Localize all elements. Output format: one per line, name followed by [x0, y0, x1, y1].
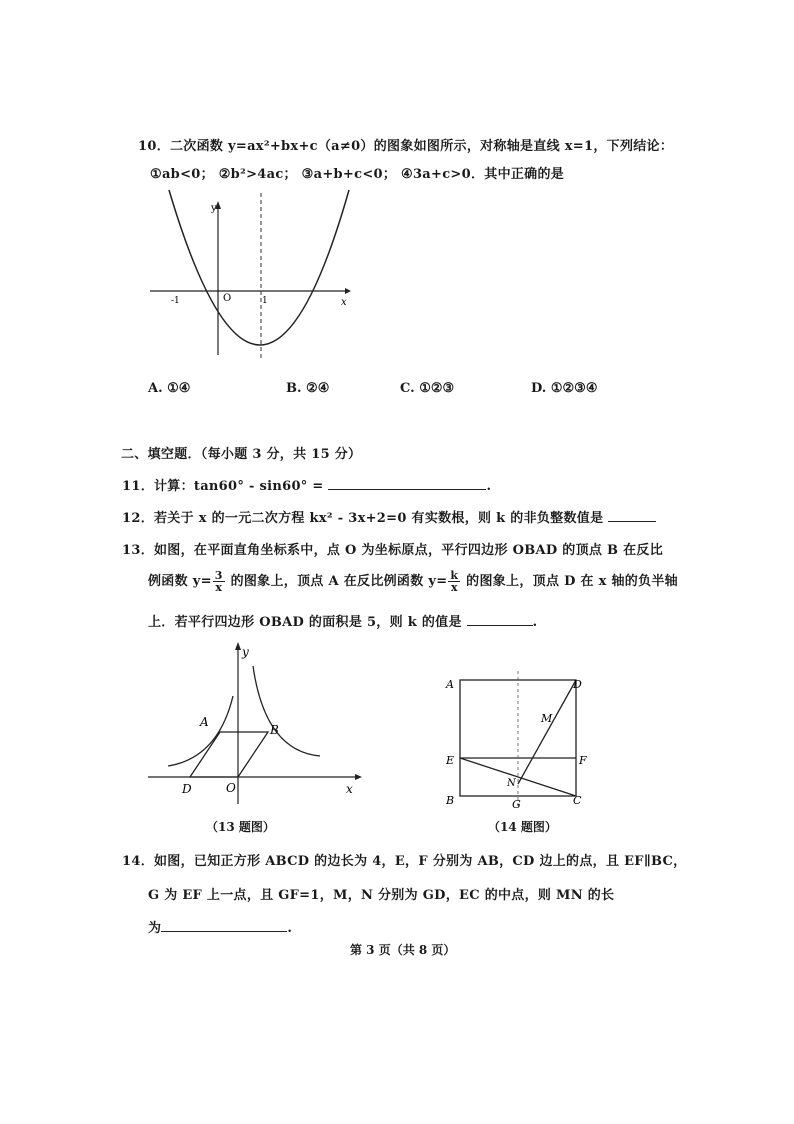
point-o-label: O	[226, 781, 236, 795]
y-label: y	[211, 203, 217, 214]
left-hyperbola	[168, 696, 233, 766]
q14-answer-blank[interactable]	[161, 919, 287, 932]
right-hyperbola	[253, 666, 320, 756]
point-m-label: M	[541, 712, 553, 725]
q13-line3-end: .	[532, 615, 538, 630]
point-a-label: A	[446, 678, 454, 691]
q12-answer-blank[interactable]	[608, 509, 656, 522]
q13-line2-a: 例函数	[148, 574, 188, 589]
q13-line2	[148, 570, 678, 593]
q10-line1: 10．二次函数 y=ax²+bx+c（a≠0）的图象如图所示，对称轴是直线 x=1，下列结论：	[138, 139, 674, 154]
q10-line2: ①ab<0； ②b²>4ac； ③a+b+c<0； ④3a+c>0．其中正确的是	[150, 167, 565, 182]
choice-d-letter: D.	[531, 381, 547, 396]
x-axis-arrow	[355, 774, 362, 780]
q13-line2-b: 的图象上，顶点 A 在反比例函数	[230, 574, 424, 589]
q14-line2: G 为 EF 上一点，且 GF=1，M，N 分别为 GD，EC 的中点，则 MN 的长	[148, 888, 615, 903]
frac2-num: k	[450, 569, 459, 582]
q13-line2-c: 的图象上，顶点 D 在 x 轴的负半轴	[466, 574, 678, 589]
choice-c[interactable]	[400, 381, 454, 396]
point-b-label: B	[270, 723, 279, 737]
q14-line3	[148, 917, 292, 936]
choice-a-text: ①④	[167, 381, 191, 396]
q13-line3-text: 上．若平行四边形 OBAD 的面积是 5，则 k 的值是	[148, 615, 462, 630]
parallelogram-obad	[190, 732, 268, 777]
q11-end: .	[486, 479, 492, 494]
x-label: x	[346, 782, 353, 796]
choice-c-letter: C.	[400, 381, 415, 396]
q12-text: 12．若关于 x 的一元二次方程 kx² - 3x+2=0 有实数根，则 k 的非负整数值是	[122, 511, 604, 526]
point-b-label: B	[446, 794, 455, 807]
q11-answer-blank[interactable]	[328, 477, 486, 490]
q14-caption: （14 题图）	[488, 820, 557, 834]
q13-line1: 13．如图，在平面直角坐标系中，点 O 为坐标原点，平行四边形 OBAD 的顶点 B 在反比	[122, 543, 664, 558]
q11-text: 11．计算：tan60° - sin60° =	[122, 479, 324, 494]
fraction-3-over-x	[213, 570, 225, 593]
choice-a[interactable]	[148, 381, 190, 396]
neg1-label: -1	[171, 296, 180, 306]
origin-label: O	[223, 293, 232, 304]
q10-parabola-graph	[145, 185, 360, 370]
choice-d-text: ①②③④	[550, 381, 598, 396]
segment-gd	[518, 680, 576, 784]
choice-b[interactable]	[286, 381, 329, 396]
x-label: x	[341, 297, 347, 308]
fraction-k-over-x	[448, 570, 460, 593]
parabola-curve	[169, 190, 349, 345]
point-g-label: G	[512, 798, 521, 811]
choice-d[interactable]	[531, 381, 598, 396]
q14-figure	[440, 666, 610, 812]
choice-a-letter: A.	[148, 381, 163, 396]
frac2-lhs: y=	[428, 574, 448, 589]
point-n-label: N	[507, 778, 516, 789]
point-d-label: D	[573, 678, 582, 691]
choice-c-text: ①②③	[419, 381, 455, 396]
one-label: 1	[262, 296, 268, 306]
q14-line1: 14．如图，已知正方形 ABCD 的边长为 4，E，F 分别为 AB，CD 边上的点，且 EF∥BC，	[122, 854, 687, 869]
frac2-den: x	[450, 581, 458, 594]
q13-caption: （13 题图）	[206, 820, 275, 834]
choice-b-letter: B.	[286, 381, 302, 396]
section-heading: 二、填空题．（每小题 3 分，共 15 分）	[121, 447, 362, 462]
y-axis-arrow	[235, 642, 241, 650]
page-footer: 第 3 页（共 8 页）	[350, 943, 456, 957]
q14-line3-end: .	[287, 921, 293, 936]
point-e-label: E	[446, 754, 455, 767]
point-c-label: C	[573, 794, 582, 807]
frac1-den: x	[215, 581, 223, 594]
q13-answer-blank[interactable]	[467, 613, 533, 626]
frac1-num: 3	[214, 569, 223, 582]
point-f-label: F	[579, 754, 587, 767]
x-axis-arrow	[345, 288, 351, 294]
point-a-label: A	[200, 715, 209, 729]
point-d-label: D	[182, 782, 192, 796]
y-label: y	[242, 645, 249, 659]
q13-figure	[140, 636, 370, 811]
q11	[122, 475, 491, 494]
q14-line3-text: 为	[148, 921, 162, 936]
q12	[122, 507, 656, 526]
choice-b-text: ②④	[306, 381, 330, 396]
q13-line3	[148, 611, 537, 630]
frac1-lhs: y=	[192, 574, 212, 589]
